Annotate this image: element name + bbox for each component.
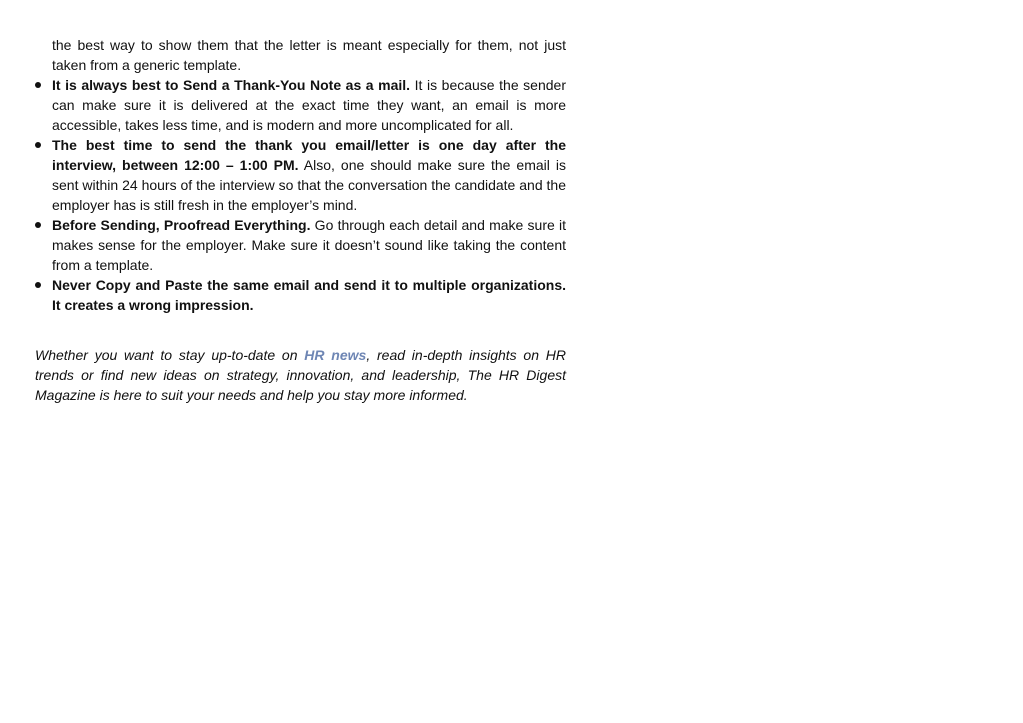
tips-list xyxy=(35,75,566,315)
tip-heading: Before Sending, Proofread Everything. xyxy=(52,217,311,233)
list-item xyxy=(35,215,566,275)
list-item xyxy=(35,135,566,215)
document-page xyxy=(35,35,566,419)
list-item xyxy=(35,75,566,135)
hr-news-link[interactable]: HR news xyxy=(304,347,367,363)
tip-heading: Never Copy and Paste the same email and send it to multiple organizations. It creates a wrong impression. xyxy=(52,277,566,313)
list-item xyxy=(35,275,566,315)
tip-heading: It is always best to Send a Thank-You Note as a mail. xyxy=(52,77,411,93)
continued-paragraph: the best way to show them that the letter is meant especially for them, not just taken from a generic template. xyxy=(52,37,566,73)
tip-text: Go through each detail and make sure it makes sense for the employer. Make sure it doesn’t sound like taking the content from a template. xyxy=(52,217,566,273)
closing-text-end: , read in-depth insights on HR trends or find new ideas on strategy, innovation, and leadership, The HR Digest Magazine is here to suit your needs and help you stay more informed. xyxy=(35,347,567,403)
tip-heading: The best time to send the thank you email/letter is one day after the interview, between 12:00 – 1:00 PM. xyxy=(52,137,566,173)
closing-paragraph xyxy=(35,345,566,405)
tip-text: Also, one should make sure the email is sent within 24 hours of the interview so that the conversation the candidate and the employer has is still fresh in the employer’s mind. xyxy=(52,157,566,213)
closing-text-start: Whether you want to stay up-to-date on xyxy=(35,347,305,363)
tip-text: It is because the sender can make sure it is delivered at the exact time they want, an email is more accessible, takes less time, and is modern and more uncomplicated for all. xyxy=(52,77,566,133)
